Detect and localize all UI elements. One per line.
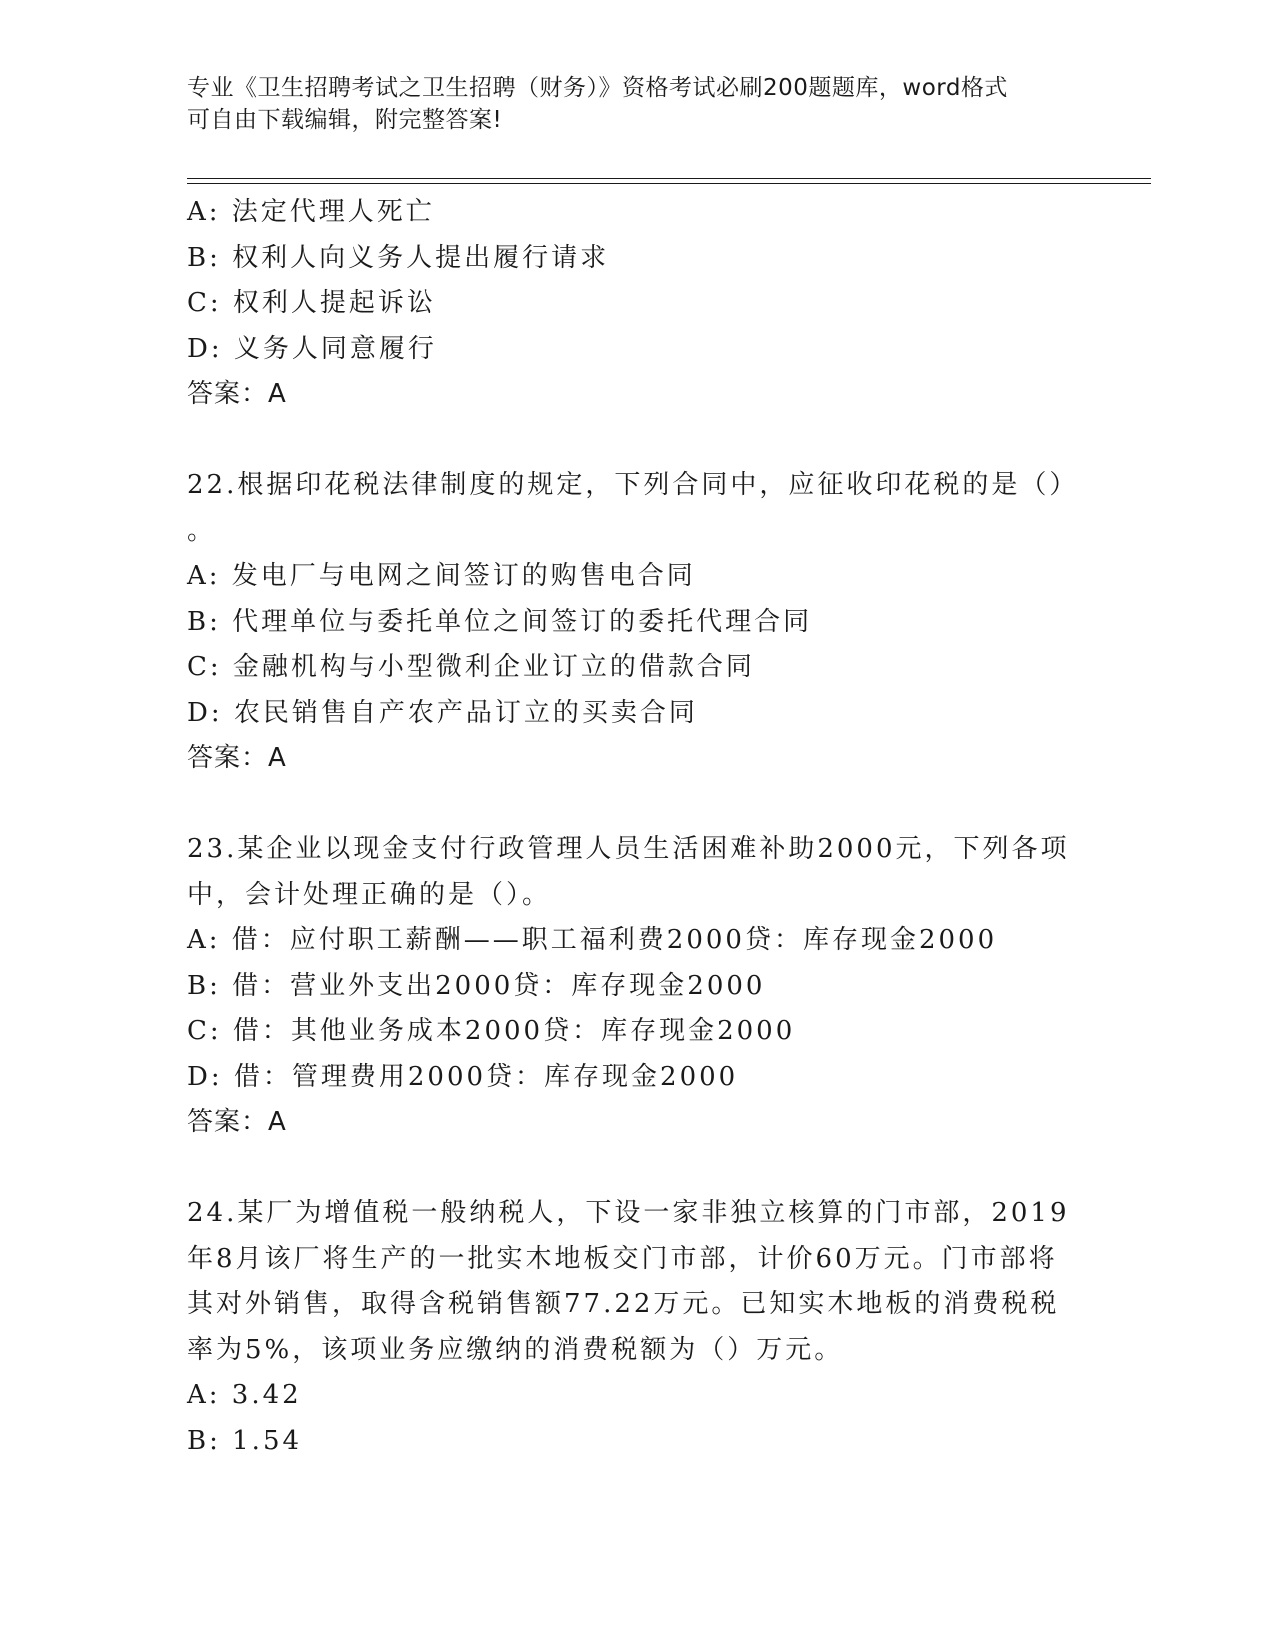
option-b: B: 权利人向义务人提出履行请求: [187, 242, 610, 273]
option-b: B: 1.54: [187, 1425, 303, 1456]
document-header: [187, 72, 1067, 136]
question-stem-line-3: 其对外销售，取得含税销售额77.22万元。已知实木地板的消费税税: [187, 1289, 1060, 1319]
question-spacer: [187, 418, 1067, 464]
option-c: C: 金融机构与小型微利企业订立的借款合同: [187, 652, 755, 682]
question-spacer: [187, 782, 1067, 828]
question-list: [187, 190, 1079, 1464]
question-stem-line-2: 。: [187, 515, 217, 546]
header-title-line-1: 专业《卫生招聘考试之卫生招聘（财务）》资格考试必刷200题题库，word格式: [187, 75, 1008, 101]
option-d: D: 义务人同意履行: [187, 333, 437, 364]
option-a: A: 借：应付职工薪酬——职工福利费2000贷：库存现金2000: [187, 925, 998, 955]
question-stem-line-2: 年8月该厂将生产的一批实木地板交门市部，计价60万元。门市部将: [187, 1243, 1058, 1274]
answer-label: 答案：A: [187, 1107, 287, 1137]
option-b: B: 代理单位与委托单位之间签订的委托代理合同: [187, 606, 813, 637]
question-stem-line-1: 24.某厂为增值税一般纳税人，下设一家非独立核算的门市部，2019: [187, 1198, 1070, 1228]
header-divider-top: [187, 178, 1151, 179]
question-21: [187, 190, 1067, 418]
question-stem-line-1: 23.某企业以现金支付行政管理人员生活困难补助2000元，下列各项: [187, 834, 1070, 864]
answer-label: 答案：A: [187, 379, 287, 409]
option-b: B: 借：营业外支出2000贷：库存现金2000: [187, 970, 766, 1001]
option-d: D: 农民销售自产农产品订立的买卖合同: [187, 697, 698, 728]
question-stem-line-2: 中，会计处理正确的是（）。: [187, 879, 552, 910]
question-stem-line-4: 率为5%，该项业务应缴纳的消费税额为（）万元。: [187, 1334, 844, 1365]
question-24: [187, 1191, 1070, 1464]
option-c: C: 借：其他业务成本2000贷：库存现金2000: [187, 1016, 796, 1046]
question-spacer: [187, 1146, 1067, 1192]
question-23: [187, 827, 1070, 1146]
question-stem-line-1: 22.根据印花税法律制度的规定，下列合同中，应征收印花税的是（）: [187, 470, 1079, 500]
header-title-line-2: 可自由下载编辑，附完整答案!: [187, 107, 503, 133]
option-d: D: 借：管理费用2000贷：库存现金2000: [187, 1061, 739, 1092]
option-a: A: 3.42: [187, 1380, 302, 1410]
answer-label: 答案：A: [187, 743, 287, 773]
option-c: C: 权利人提起诉讼: [187, 288, 436, 318]
question-22: [187, 463, 1079, 782]
option-a: A: 发电厂与电网之间签订的购售电合同: [187, 561, 696, 591]
header-divider-bottom: [187, 183, 1151, 184]
option-a: A: 法定代理人死亡: [187, 197, 435, 227]
